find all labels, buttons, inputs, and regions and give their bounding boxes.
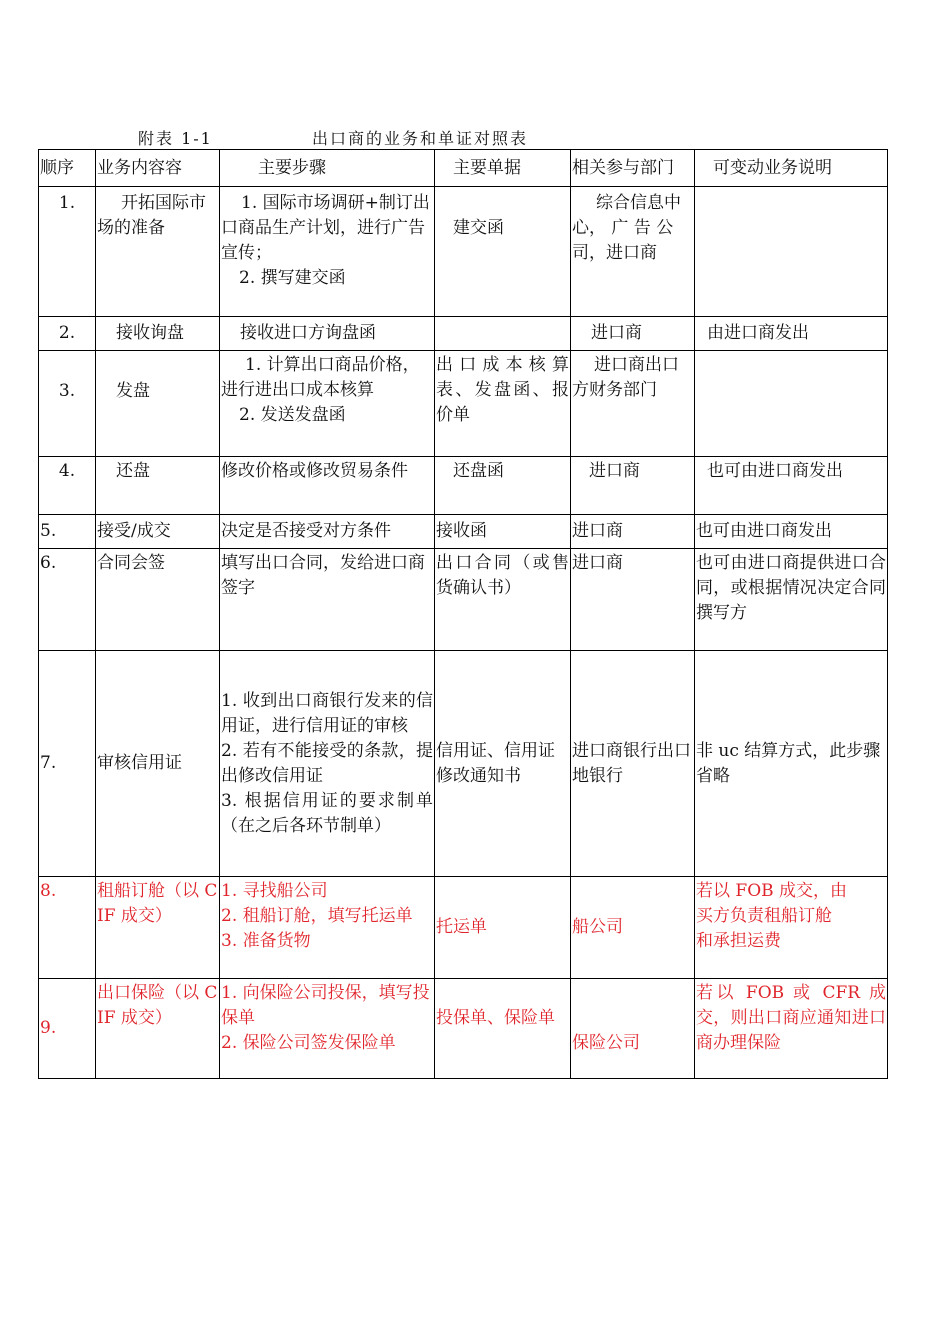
row-note [695, 351, 888, 457]
row-business: 接受/成交 [96, 515, 220, 549]
row-dept: 进口商出口方财务部门 [571, 351, 695, 457]
header-seq: 顺序 [39, 150, 96, 187]
row-steps: 1. 收到出口商银行发来的信用证，进行信用证的审核 2. 若有不能接受的条款，提出修改信用证 3. 根据信用证的要求制单（在之后各环节制单） [220, 651, 435, 877]
row-seq: 8. [39, 877, 96, 979]
row-note: 若以 FOB 或 CFR 成交，则出口商应通知进口商办理保险 [695, 979, 888, 1079]
row-docs: 信用证、信用证修改通知书 [435, 651, 571, 877]
row-note: 由进口商发出 [695, 317, 888, 351]
header-business: 业务内容容 [96, 150, 220, 187]
header-note: 可变动业务说明 [695, 150, 888, 187]
row-note: 也可由进口商发出 [695, 457, 888, 515]
row-business: 还盘 [96, 457, 220, 515]
row-steps: 1. 寻找船公司 2. 租船订舱，填写托运单 3. 准备货物 [220, 877, 435, 979]
table-row [39, 351, 888, 457]
row-docs: 接收函 [435, 515, 571, 549]
row-docs: 出口成本核算表、发盘函、报价单 [435, 351, 571, 457]
table-row [39, 515, 888, 549]
header-docs: 主要单据 [435, 150, 571, 187]
row-seq: 1. [39, 187, 96, 317]
row-business: 接收询盘 [96, 317, 220, 351]
table-caption [0, 126, 950, 148]
row-steps: 接收进口方询盘函 [220, 317, 435, 351]
table-row [39, 979, 888, 1079]
row-seq: 2. [39, 317, 96, 351]
row-dept: 进口商 [571, 457, 695, 515]
row-steps: 修改价格或修改贸易条件 [220, 457, 435, 515]
table-row [39, 651, 888, 877]
row-note: 也可由进口商发出 [695, 515, 888, 549]
row-business: 租船订舱（以 CIF 成交） [96, 877, 220, 979]
row-steps: 填写出口合同，发给进口商签字 [220, 549, 435, 651]
row-seq: 7. [39, 651, 96, 877]
header-dept: 相关参与部门 [571, 150, 695, 187]
row-business: 开拓国际市场的准备 [96, 187, 220, 317]
row-dept: 综合信息中心， 广 告 公司，进口商 [571, 187, 695, 317]
row-note: 非 uc 结算方式，此步骤省略 [695, 651, 888, 877]
row-dept: 保险公司 [571, 979, 695, 1079]
row-docs: 投保单、保险单 [435, 979, 571, 1079]
row-steps: 1. 国际市场调研+制订出口商品生产计划，进行广告宣传； 2. 撰写建交函 [220, 187, 435, 317]
row-business: 审核信用证 [96, 651, 220, 877]
row-dept: 进口商 [571, 515, 695, 549]
header-steps: 主要步骤 [220, 150, 435, 187]
row-docs: 出口合同（或售货确认书） [435, 549, 571, 651]
row-seq: 4. [39, 457, 96, 515]
row-seq: 5. [39, 515, 96, 549]
row-dept: 进口商 [571, 549, 695, 651]
row-docs: 托运单 [435, 877, 571, 979]
row-dept: 船公司 [571, 877, 695, 979]
table-row [39, 549, 888, 651]
row-dept: 进口商 [571, 317, 695, 351]
row-seq: 6. [39, 549, 96, 651]
row-docs: 建交函 [435, 187, 571, 317]
row-note [695, 187, 888, 317]
table-row [39, 457, 888, 515]
caption-title: 出口商的业务和单证对照表 [312, 129, 529, 148]
header-row [39, 150, 888, 187]
row-business: 发盘 [96, 351, 220, 457]
row-note: 也可由进口商提供进口合同，或根据情况决定合同撰写方 [695, 549, 888, 651]
table-row [39, 187, 888, 317]
caption-label: 附表 1-1 [138, 129, 213, 148]
table-row [39, 877, 888, 979]
row-docs: 还盘函 [435, 457, 571, 515]
business-document-table [38, 149, 888, 1079]
row-seq: 3. [39, 351, 96, 457]
row-seq: 9. [39, 979, 96, 1079]
row-dept: 进口商银行出口地银行 [571, 651, 695, 877]
row-docs [435, 317, 571, 351]
table-row [39, 317, 888, 351]
row-steps: 决定是否接受对方条件 [220, 515, 435, 549]
row-steps: 1. 计算出口商品价格，进行进出口成本核算 2. 发送发盘函 [220, 351, 435, 457]
row-business: 出口保险（以 CIF 成交） [96, 979, 220, 1079]
row-business: 合同会签 [96, 549, 220, 651]
row-note: 若以 FOB 成交，由 买方负责租船订舱 和承担运费 [695, 877, 888, 979]
row-steps: 1. 向保险公司投保，填写投保单 2. 保险公司签发保险单 [220, 979, 435, 1079]
